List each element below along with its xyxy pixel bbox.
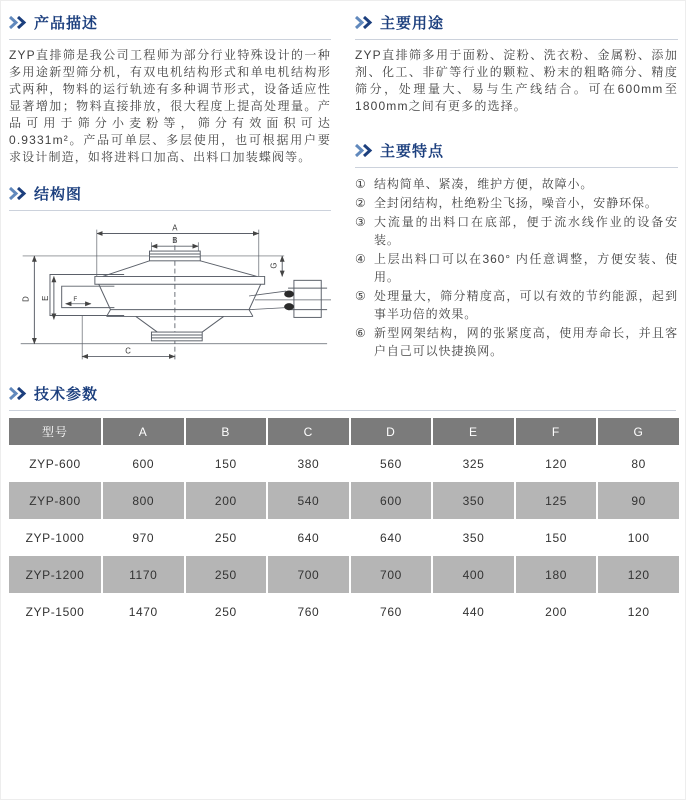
cell-value: 150 <box>514 519 597 556</box>
cell-value: 540 <box>266 482 349 519</box>
section-header <box>9 9 331 40</box>
cell-model: ZYP-1000 <box>25 530 85 545</box>
dim-label-g: G <box>269 262 279 269</box>
feature-item <box>355 250 678 286</box>
cell-value: 200 <box>514 593 597 630</box>
cell-model: ZYP-800 <box>29 493 81 508</box>
dim-label-f: F <box>73 295 78 303</box>
col-header-e: E <box>431 418 514 445</box>
double-chevron-icon <box>9 16 27 29</box>
feature-text: 上层出料口可以在360° 内任意调整，方便安装、使用。 <box>374 252 678 284</box>
cell-value: 325 <box>431 445 514 482</box>
feature-marker: ② <box>355 196 367 210</box>
cell-value: 970 <box>101 519 184 556</box>
section-header <box>9 380 676 411</box>
table-row <box>9 556 679 593</box>
dim-label-c: C <box>125 346 131 356</box>
table-row <box>9 519 679 556</box>
cell-value: 440 <box>431 593 514 630</box>
cell-value: 90 <box>596 482 679 519</box>
col-header-model: 型号 <box>9 418 101 445</box>
col-header-b: B <box>184 418 267 445</box>
cell-value: 350 <box>431 519 514 556</box>
cell-value: 1470 <box>101 593 184 630</box>
section-title: 主要特点 <box>380 143 445 160</box>
table-row <box>9 445 679 482</box>
section-title: 结构图 <box>34 186 83 203</box>
main-uses-text: ZYP直排筛多用于面粉、淀粉、洗衣粉、金属粉、添加剂、化工、非矿等行业的颗粒、粉末的粗略筛分、精度筛分，处理量大、易与生产线结合。可在600mm至1800mm之间有更多的选择。 <box>355 48 678 113</box>
cell-value: 560 <box>349 445 432 482</box>
col-header-a: A <box>101 418 184 445</box>
section-header <box>355 137 678 168</box>
feature-text: 全封闭结构，杜绝粉尘飞扬，噪音小，安静环保。 <box>374 196 658 210</box>
feature-text: 结构简单、紧凑，维护方便，故障小。 <box>374 177 594 191</box>
cell-value: 120 <box>596 593 679 630</box>
double-chevron-icon <box>9 387 27 400</box>
cell-value: 120 <box>514 445 597 482</box>
cell-value: 125 <box>514 482 597 519</box>
section-title: 技术参数 <box>34 386 99 403</box>
parameters-table <box>9 418 679 630</box>
cell-value: 250 <box>184 556 267 593</box>
left-column <box>9 9 331 370</box>
cell-value: 100 <box>596 519 679 556</box>
feature-marker: ④ <box>355 252 367 266</box>
double-chevron-icon <box>9 187 27 200</box>
cell-value: 150 <box>184 445 267 482</box>
table-header-row <box>9 418 679 445</box>
product-description-text: ZYP直排筛是我公司工程师为部分行业特殊设计的一种多用途新型筛分机，有双电机结构形式和单电机结构形式两种，物料的运行轨迹有多种调节形式，设备适应性显著增加；物料直接排放，很大程度上提高处理量。产品可用于筛分小麦粉等，筛分有效面积可达0.9331m²。产品可单层、多层使用，也可根据用户要求设计制造，如将进料口加高、出料口加装蝶阀等。 <box>9 48 331 164</box>
features-list <box>355 175 678 360</box>
col-header-c: C <box>266 418 349 445</box>
cell-model: ZYP-600 <box>29 456 81 471</box>
feature-text: 处理量大，筛分精度高，可以有效的节约能源，起到事半功倍的效果。 <box>374 289 678 321</box>
section-header <box>9 180 331 211</box>
col-header-d: D <box>349 418 432 445</box>
cell-value: 600 <box>349 482 432 519</box>
feature-item <box>355 213 678 249</box>
dim-label-d: D <box>21 296 31 302</box>
feature-marker: ⑥ <box>355 326 367 340</box>
feature-item <box>355 287 678 323</box>
cell-value: 640 <box>266 519 349 556</box>
double-chevron-icon <box>355 16 373 29</box>
cell-value: 640 <box>349 519 432 556</box>
cell-value: 250 <box>184 519 267 556</box>
cell-value: 80 <box>596 445 679 482</box>
cell-value: 400 <box>431 556 514 593</box>
cell-model: ZYP-1500 <box>25 604 85 619</box>
structure-diagram <box>9 218 331 370</box>
sieve-technical-drawing <box>9 218 331 370</box>
cell-value: 350 <box>431 482 514 519</box>
section-features <box>355 137 678 360</box>
cell-value: 700 <box>349 556 432 593</box>
cell-model: ZYP-1200 <box>25 567 85 582</box>
cell-value: 250 <box>184 593 267 630</box>
dim-label-e: E <box>41 295 51 301</box>
cell-value: 600 <box>101 445 184 482</box>
col-header-g: G <box>596 418 679 445</box>
section-title: 主要用途 <box>380 15 445 32</box>
feature-item <box>355 324 678 360</box>
col-header-f: F <box>514 418 597 445</box>
section-title: 产品描述 <box>34 15 99 32</box>
feature-text: 大流量的出料口在底部，便于流水线作业的设备安装。 <box>374 215 678 247</box>
feature-text: 新型网架结构，网的张紧度高，使用寿命长，并且客户自己可以快捷换网。 <box>374 326 678 358</box>
cell-value: 700 <box>266 556 349 593</box>
cell-value: 380 <box>266 445 349 482</box>
cell-value: 760 <box>349 593 432 630</box>
section-main-uses <box>355 9 678 115</box>
cell-value: 760 <box>266 593 349 630</box>
feature-marker: ③ <box>355 215 367 229</box>
section-parameters <box>9 380 676 630</box>
cell-value: 120 <box>596 556 679 593</box>
section-structure-diagram <box>9 180 331 370</box>
feature-marker: ① <box>355 177 367 191</box>
section-product-description <box>9 9 331 166</box>
section-header <box>355 9 678 40</box>
right-column <box>355 9 678 370</box>
cell-value: 200 <box>184 482 267 519</box>
dim-label-a: A <box>172 223 178 233</box>
cell-value: 1170 <box>101 556 184 593</box>
double-chevron-icon <box>355 144 373 157</box>
dim-label-b: B <box>172 236 178 246</box>
feature-item <box>355 194 678 212</box>
two-column-layout <box>9 9 676 370</box>
table-row <box>9 593 679 630</box>
table-row <box>9 482 679 519</box>
cell-value: 180 <box>514 556 597 593</box>
feature-item <box>355 175 678 193</box>
cell-value: 800 <box>101 482 184 519</box>
feature-marker: ⑤ <box>355 289 367 303</box>
